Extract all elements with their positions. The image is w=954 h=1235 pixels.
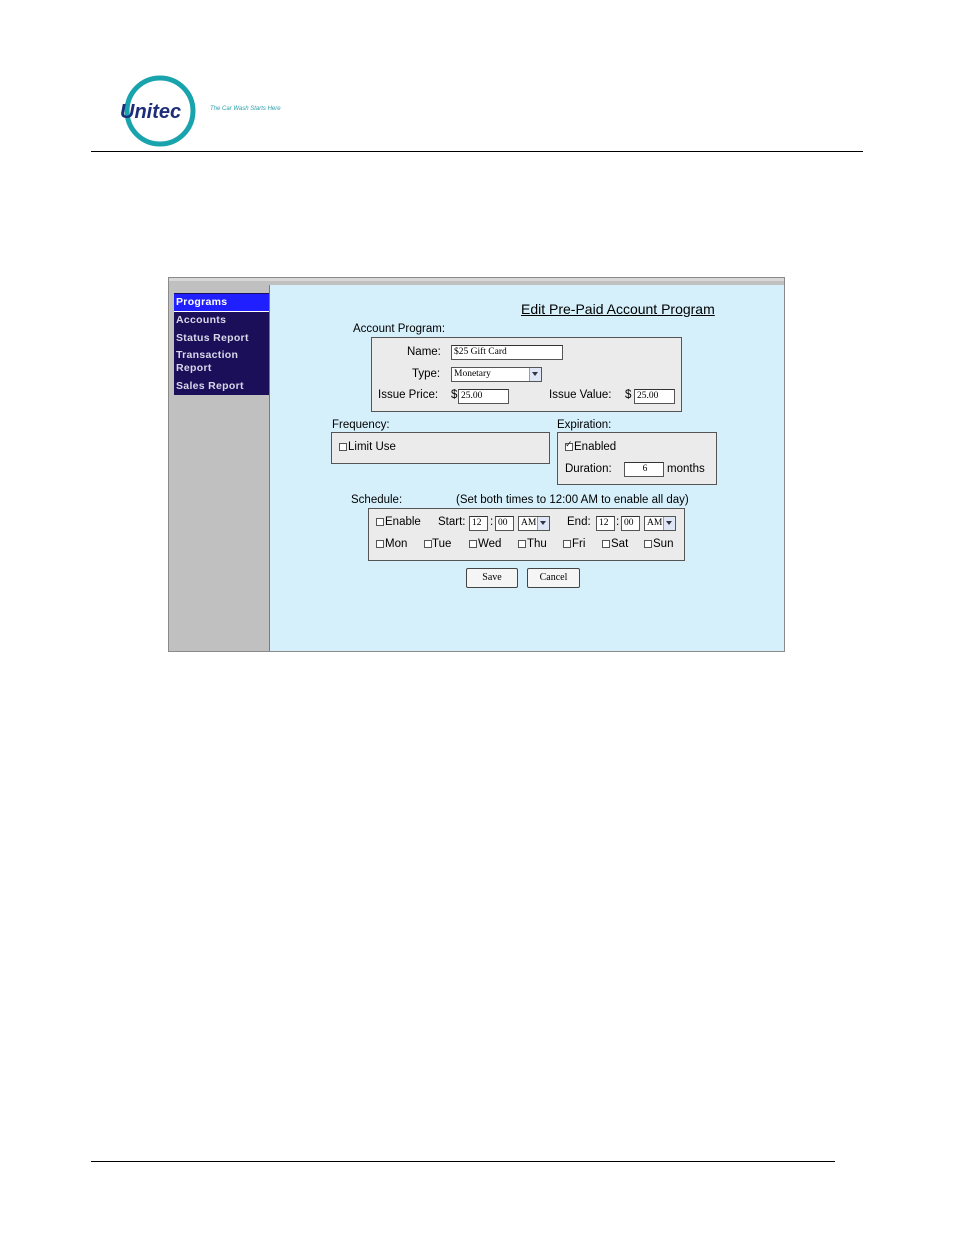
start-colon: : — [490, 516, 494, 528]
start-ampm-select[interactable] — [518, 516, 550, 531]
day-sat-label: Sat — [611, 538, 629, 550]
name-label: Name: — [407, 346, 441, 358]
issue-value-label: Issue Value: — [549, 389, 612, 401]
save-button[interactable]: Save — [466, 568, 518, 588]
duration-input[interactable]: 6 — [624, 462, 664, 477]
main-panel — [269, 285, 785, 652]
sidebar-item-programs[interactable] — [174, 294, 269, 312]
issue-value-currency: $ — [625, 389, 632, 401]
expiration-label: Expiration: — [557, 419, 612, 431]
frequency-label: Frequency: — [332, 419, 390, 431]
end-label: End: — [567, 516, 591, 528]
top-strip — [169, 278, 784, 281]
day-mon-label: Mon — [385, 538, 408, 550]
footer-rule — [91, 1161, 835, 1162]
logo-text: Unitec — [120, 101, 182, 123]
start-minute-input[interactable]: 00 — [495, 516, 514, 531]
frequency-box — [331, 432, 550, 464]
limit-use-checkbox[interactable] — [339, 443, 347, 451]
duration-label: Duration: — [565, 463, 612, 475]
schedule-label: Schedule: — [351, 494, 403, 506]
schedule-hint: (Set both times to 12:00 AM to enable all day) — [456, 494, 689, 506]
day-tue-label: Tue — [432, 538, 452, 550]
unitec-logo — [117, 74, 203, 148]
type-select[interactable] — [451, 367, 542, 382]
type-value: Monetary — [454, 369, 491, 379]
duration-unit: months — [667, 463, 705, 475]
day-fri-label: Fri — [572, 538, 586, 550]
sidebar-item-accounts[interactable]: Accounts — [176, 314, 227, 326]
cancel-button[interactable]: Cancel — [527, 568, 580, 588]
day-wed-label: Wed — [478, 538, 502, 550]
issue-value-input[interactable]: 25.00 — [634, 389, 675, 404]
schedule-enable-checkbox[interactable] — [376, 518, 384, 526]
name-input[interactable]: $25 Gift Card — [451, 345, 563, 360]
account-program-box — [371, 337, 682, 412]
app-screenshot — [168, 277, 785, 652]
schedule-box — [368, 508, 685, 561]
day-sun-checkbox[interactable] — [644, 540, 652, 548]
sidebar-nav — [174, 293, 269, 395]
enabled-checkbox[interactable] — [565, 443, 573, 451]
start-ampm-value: AM — [521, 518, 537, 528]
chevron-down-icon — [537, 517, 549, 530]
sidebar-item-sales-report[interactable]: Sales Report — [176, 380, 244, 392]
day-mon-checkbox[interactable] — [376, 540, 384, 548]
sidebar-item-status-report[interactable]: Status Report — [176, 332, 249, 344]
day-sun-label: Sun — [653, 538, 674, 550]
day-sat-checkbox[interactable] — [602, 540, 610, 548]
day-thu-checkbox[interactable] — [518, 540, 526, 548]
issue-price-currency: $ — [451, 389, 458, 401]
sidebar-item-transaction-report[interactable]: Transaction Report — [176, 349, 239, 374]
end-ampm-value: AM — [647, 518, 663, 528]
tagline: The Car Wash Starts Here — [210, 106, 281, 112]
day-tue-checkbox[interactable] — [424, 540, 432, 548]
enabled-label: Enabled — [574, 441, 617, 453]
page-title: Edit Pre-Paid Account Program — [521, 301, 715, 317]
start-label: Start: — [438, 516, 466, 528]
end-minute-input[interactable]: 00 — [621, 516, 640, 531]
end-ampm-select[interactable] — [644, 516, 676, 531]
type-label: Type: — [412, 368, 441, 380]
expiration-box — [557, 432, 717, 485]
end-hour-input[interactable]: 12 — [596, 516, 615, 531]
chevron-down-icon — [529, 368, 541, 381]
day-thu-label: Thu — [527, 538, 547, 550]
chevron-down-icon — [663, 517, 675, 530]
start-hour-input[interactable]: 12 — [469, 516, 488, 531]
day-wed-checkbox[interactable] — [469, 540, 477, 548]
issue-price-input[interactable]: 25.00 — [458, 389, 509, 404]
account-program-label: Account Program: — [353, 323, 446, 335]
end-colon: : — [616, 516, 620, 528]
header-rule — [91, 151, 863, 152]
day-fri-checkbox[interactable] — [563, 540, 571, 548]
issue-price-label: Issue Price: — [378, 389, 439, 401]
sidebar-item-label: Programs — [176, 296, 228, 308]
schedule-enable-label: Enable — [385, 516, 421, 528]
limit-use-label: Limit Use — [348, 441, 396, 453]
